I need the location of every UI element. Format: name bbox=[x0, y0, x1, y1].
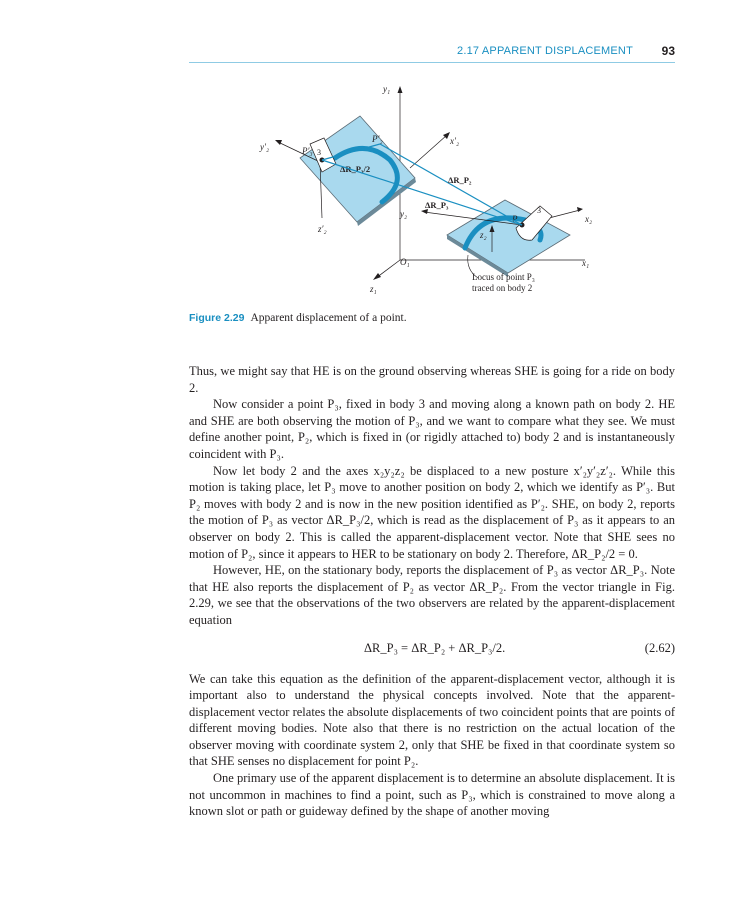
label-y2p: y′₂ bbox=[260, 142, 270, 152]
label-x1: x₁ bbox=[582, 258, 590, 268]
label-y1: y₁ bbox=[383, 84, 391, 94]
body2-original-plate bbox=[447, 200, 570, 273]
label-p2p: P′₂ bbox=[372, 134, 383, 144]
label-3-original: 3 bbox=[537, 206, 541, 215]
equation-number: (2.62) bbox=[644, 640, 675, 655]
header-rule bbox=[189, 62, 675, 63]
section-title: 2.17 APPARENT DISPLACEMENT bbox=[457, 45, 633, 57]
label-x2p: x′₂ bbox=[450, 136, 460, 146]
body-text bbox=[189, 363, 675, 820]
label-dr32: ΔR_P₃/2 bbox=[340, 164, 371, 174]
axis-y2p-arrow bbox=[275, 140, 282, 145]
figure-caption-text: Apparent displacement of a point. bbox=[250, 312, 407, 324]
apparent-displacement-figure bbox=[240, 80, 620, 310]
figure-caption bbox=[189, 312, 407, 324]
label-z2p: z′₂ bbox=[318, 224, 327, 234]
label-y2: y₂ bbox=[400, 209, 408, 219]
axis-y1-arrow bbox=[398, 86, 403, 93]
label-p3p: P′₃ bbox=[302, 146, 313, 156]
paragraph-6: One primary use of the apparent displacement is to determine an absolute displacement. It is not uncommon in machines to find a point, such as P₃, which is constrained to move along a known slot or path or guideway defined by the shape of another moving bbox=[189, 771, 676, 819]
label-z1: z₁ bbox=[370, 284, 377, 294]
axis-x2-arrow bbox=[577, 207, 583, 212]
label-z2: z₂ bbox=[480, 230, 487, 240]
page-number: 93 bbox=[661, 44, 675, 58]
paragraph-5: We can take this equation as the definition of the apparent-displacement vector, although it is important also to understand the physical concepts involved. Note that the apparent-displacement vector relates the absolute displacements of two coincident points that are points of different moving bodies. Note also that there is no restriction on the actual location of the observer moving with coordinate system 2, only that SHE be fixed in that coordinate system so that SHE senses no displacement for point P₂. bbox=[189, 671, 675, 769]
axis-x2p bbox=[410, 135, 447, 168]
paragraph-2: Now consider a point P₃, fixed in body 3 and moving along a known path on body 2. HE and SHE are both observing the motion of P₃, and we want to compare what they see. We must define another point, P₂, which is fixed in (or rigidly attached to) body 2 and is instantaneously coincident with P₃. bbox=[189, 397, 675, 461]
label-x2: x₂ bbox=[585, 214, 593, 224]
paragraph-1: Thus, we might say that HE is on the ground observing whereas SHE is going for a ride on body 2. bbox=[189, 364, 675, 395]
locus-line-1: Locus of point P₃ bbox=[472, 272, 535, 282]
paragraph-3: Now let body 2 and the axes x₂y₂z₂ be displaced to a new posture x′₂y′₂z′₂. While this motion is taking place, let P₃ move to another position on body 2, which we identify as P′₃. But P₂ moves with body 2 and is now in the new position identified as P′₂. SHE, on body 2, reports the motion of P₃ as vector ΔR_P₃/2, which is read as the displacement of P₃ as it appears to an observer on body 2. This is called the apparent-displacement vector. Note that SHE sees no motion of P₂, since it appears to HER to be stationary on body 2. Therefore, ΔR_P₂/2 = 0. bbox=[189, 463, 675, 561]
running-header bbox=[189, 44, 675, 60]
label-o1: O₁ bbox=[400, 257, 410, 267]
paragraph-4: However, HE, on the stationary body, reports the displacement of P₃ as vector ΔR_P₃. Note that HE also reports the displacement of P₂ as vector ΔR_P₂. From the vector triangle in Fig. 2.29, we see that the observations of the two observers are related by the apparent-displacement equation bbox=[189, 563, 675, 627]
label-drp3: ΔR_P₃ bbox=[425, 200, 449, 210]
equation-body: ΔR_P₃ = ΔR_P₂ + ΔR_P₃/2. bbox=[364, 640, 506, 655]
label-drp2: ΔR_P₂ bbox=[448, 175, 472, 185]
locus-line-2: traced on body 2 bbox=[472, 283, 533, 293]
label-3-displaced: 3 bbox=[317, 148, 321, 157]
label-p: P bbox=[512, 214, 518, 224]
equation-2-62 bbox=[189, 637, 675, 661]
axis-z1-arrow bbox=[373, 273, 381, 280]
figure-label: Figure 2.29 bbox=[189, 312, 245, 324]
